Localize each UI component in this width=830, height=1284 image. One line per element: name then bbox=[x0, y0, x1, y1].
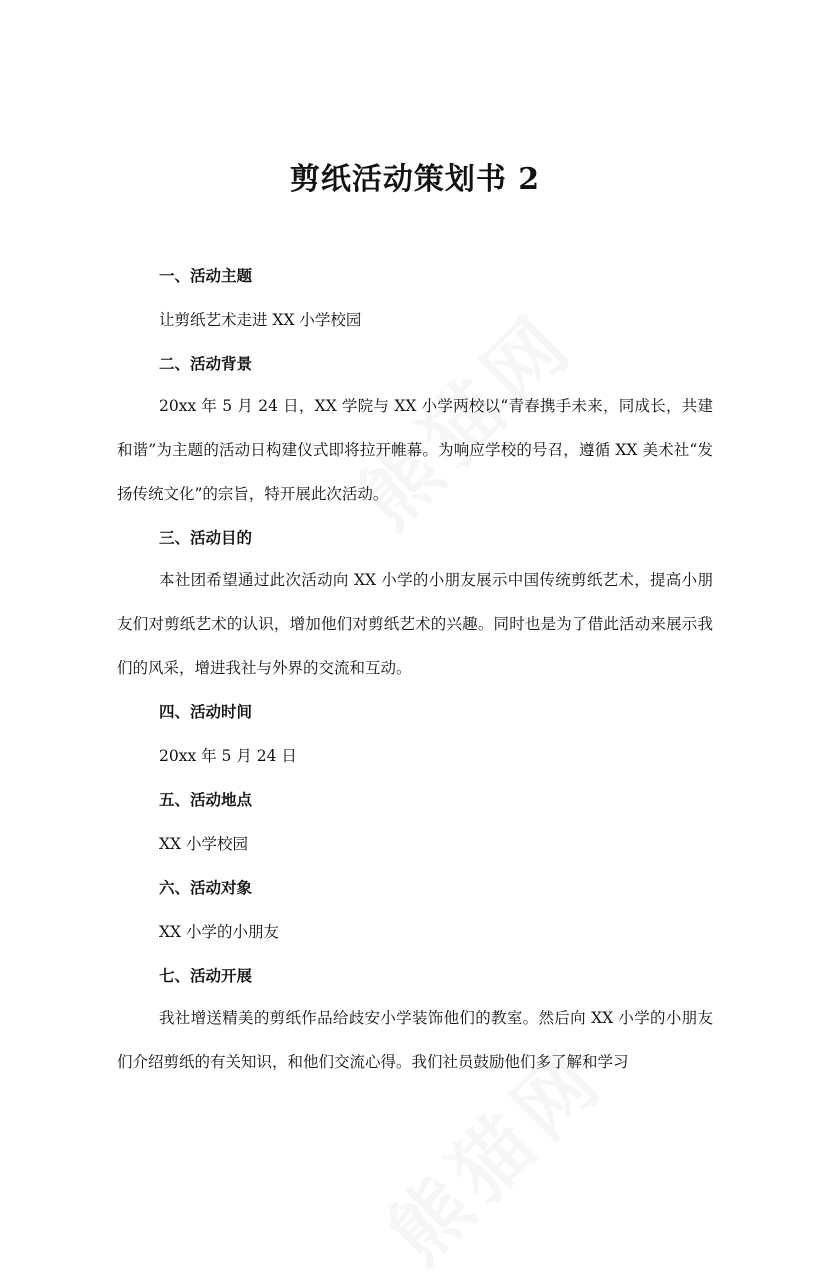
section-body-audience: XX 小学的小朋友 bbox=[159, 923, 279, 941]
section-heading-location: 五、活动地点 bbox=[159, 790, 253, 809]
section-body-background: 20xx 年 5 月 24 日，XX 学院与 XX 小学两校以“青春携手未来，同成长，共建和谐”为主题的活动日构建仪式即将拉开帷幕。为响应学校的号召，遵循 XX 美术社“发扬传统文化”的宗旨，特开展此次活动。 bbox=[117, 397, 713, 503]
section-heading-time: 四、活动时间 bbox=[159, 702, 253, 721]
section-body-theme: 让剪纸艺术走进 XX 小学校园 bbox=[159, 311, 362, 329]
section-body-time: 20xx 年 5 月 24 日 bbox=[159, 747, 297, 765]
section-heading-audience: 六、活动对象 bbox=[159, 878, 253, 897]
section-body-location: XX 小学校园 bbox=[159, 835, 248, 853]
section-body-purpose: 本社团希望通过此次活动向 XX 小学的小朋友展示中国传统剪纸艺术，提高小朋友们对剪纸艺术的认识，增加他们对剪纸艺术的兴趣。同时也是为了借此活动来展示我们的风采，增进我社与外界的交流和互动。 bbox=[117, 571, 713, 677]
page-title: 剪纸活动策划书 2 bbox=[289, 162, 541, 197]
section-heading-purpose: 三、活动目的 bbox=[159, 528, 253, 547]
section-heading-theme: 一、活动主题 bbox=[159, 266, 253, 285]
section-body-activities: 我社增送精美的剪纸作品给歧安小学装饰他们的教室。然后向 XX 小学的小朋友们介绍剪纸的有关知识，和他们交流心得。我们社员鼓励他们多了解和学习 bbox=[117, 1009, 713, 1071]
section-heading-background: 二、活动背景 bbox=[159, 354, 253, 373]
section-heading-activities: 七、活动开展 bbox=[159, 966, 253, 985]
